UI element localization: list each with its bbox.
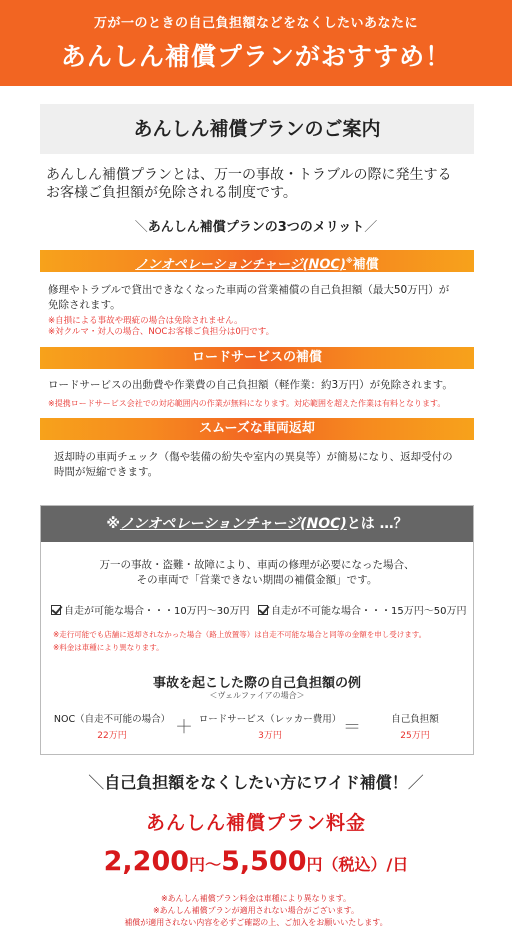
noc-heading-underlined: ノンオペレーションチャージ(NOC) (119, 516, 347, 532)
hero-subtitle: 万が一のときの自己負担額などをなくしたいあなたに (93, 16, 418, 31)
example-noc (45, 712, 179, 744)
example-road-label: ロードサービス（レッカー費用） (198, 714, 342, 725)
example-road-value: 3万円 (258, 731, 282, 741)
merit-noc-bar (40, 250, 474, 272)
example-subtitle: ＜ヴェルファイアの場合＞ (209, 691, 305, 700)
equals-icon: ＝ (343, 717, 361, 738)
desc-line: ロードサービスの出動費や作業費の自己負担額（軽作業：約3万円）が免除されます。 (48, 379, 453, 391)
plan-title: あんしん補償プラン料金 (145, 812, 366, 834)
example-total-value: 25万円 (400, 731, 430, 741)
merit-road-title: ロードサービスの補償 (191, 350, 322, 365)
checkbox-checked-icon (258, 605, 268, 615)
intro-line: あんしん補償プランとは、万一の事故・トラブルの際に発生する (46, 167, 452, 183)
plus-icon: ＋ (175, 717, 193, 738)
noc-desc-line: 万一の事故・盗難・故障により、車両の修理が必要になった場合、 (99, 559, 415, 571)
merit-road-bar (40, 347, 474, 369)
check-drivable-text: 自走が可能な場合・・・10万円〜30万円 (64, 606, 250, 617)
noc-note-1: ※走行可能でも店舗に返却されなかった場合（路上放置等）は自走不可能な場合と同等の金額を申し受けます。 (53, 630, 427, 639)
cta-text: 自己負担額をなくしたい方にワイド補償！ (104, 773, 408, 792)
slash-left-icon: ＼ (88, 773, 105, 792)
checkbox-checked-icon (51, 605, 61, 615)
example-road (197, 712, 343, 744)
intro-line: お客様ご負担額が免除される制度です。 (46, 185, 297, 201)
merit-noc-title: ノンオペレーションチャージ(NOC) (135, 257, 346, 273)
merit-noc-sup: ※ (345, 257, 353, 265)
example-noc-value: 22万円 (97, 731, 127, 741)
yen-unit: 円 (189, 855, 206, 874)
price-unit-tax: 円（税込）/日 (306, 855, 409, 874)
check-not-drivable (258, 602, 466, 617)
merits-heading-text: あんしん補償プランの3つのメリット (147, 220, 365, 235)
footnote-3: 補償が適用されない内容を必ずご確認の上、ご加入をお願いいたします。 (124, 918, 388, 927)
noc-desc-line: その車両で「営業できない期間の補償金額」です。 (136, 574, 378, 586)
noc-heading (41, 506, 473, 542)
cta-heading (0, 770, 512, 793)
price-low: 2,200 (103, 846, 190, 877)
merit-road-notes (48, 398, 478, 409)
hero-banner (0, 0, 512, 86)
note-line: ※対クルマ・対人の場合、NOCお客様ご負担分は0円です。 (48, 327, 275, 337)
merits-heading (0, 216, 512, 235)
check-drivable (51, 602, 249, 617)
noc-note-2: ※料金は車種により異なります。 (53, 643, 164, 652)
price (0, 846, 512, 877)
note-line: ※自損による事故や瑕疵の場合は免除されません。 (48, 316, 243, 326)
price-high: 5,500 (221, 846, 307, 877)
example-noc-label: NOC（自走不可能の場合） (53, 714, 171, 725)
check-not-drivable-text: 自走が不可能な場合・・・15万円〜50万円 (271, 606, 467, 617)
example-title: 事故を起こした際の自己負担額の例 (152, 676, 361, 691)
merit-return-bar (40, 418, 474, 440)
desc-line: 修理やトラブルで貸出できなくなった車両の営業補償の自己負担額（最大50万円）が (48, 284, 450, 296)
example-total (365, 712, 465, 744)
example-total-label: 自己負担額 (391, 714, 439, 725)
hero-title: あんしん補償プランがおすすめ！ (60, 42, 452, 71)
merit-noc-notes (48, 316, 478, 338)
noc-heading-prefix: ※ (106, 516, 120, 532)
noc-heading-suffix: とは …？ (346, 516, 408, 532)
desc-line: 免除されます。 (48, 299, 121, 311)
slash-right-icon: ／ (364, 220, 378, 235)
merit-return-title: スムーズな車両返却 (199, 421, 315, 436)
merit-noc-suffix: 補償 (352, 257, 379, 273)
guide-title: あんしん補償プランのご案内 (40, 104, 474, 154)
price-tilde: 〜 (205, 855, 222, 874)
merit-noc-desc (48, 283, 476, 313)
slash-right-icon: ／ (407, 773, 424, 792)
merit-road-desc (48, 378, 476, 393)
footnote-2: ※あんしん補償プランが適用されない場合がございます。 (152, 906, 360, 915)
desc-line: 返却時の車両チェック（傷や装備の紛失や室内の異臭等）が簡易になり、返却受付の (54, 451, 453, 463)
slash-left-icon: ＼ (134, 220, 148, 235)
noc-info-box (40, 505, 474, 755)
note-line: ※提携ロードサービス会社での対応範囲内の作業が無料になります。対応範囲を超えた作業は有料となります。 (48, 399, 446, 408)
noc-description (41, 558, 473, 588)
footnote-1: ※あんしん補償プラン料金は車種により異なります。 (160, 894, 352, 903)
intro-text (46, 166, 476, 202)
merit-return-desc (54, 450, 482, 480)
desc-line: 時間が短縮できます。 (54, 466, 159, 478)
